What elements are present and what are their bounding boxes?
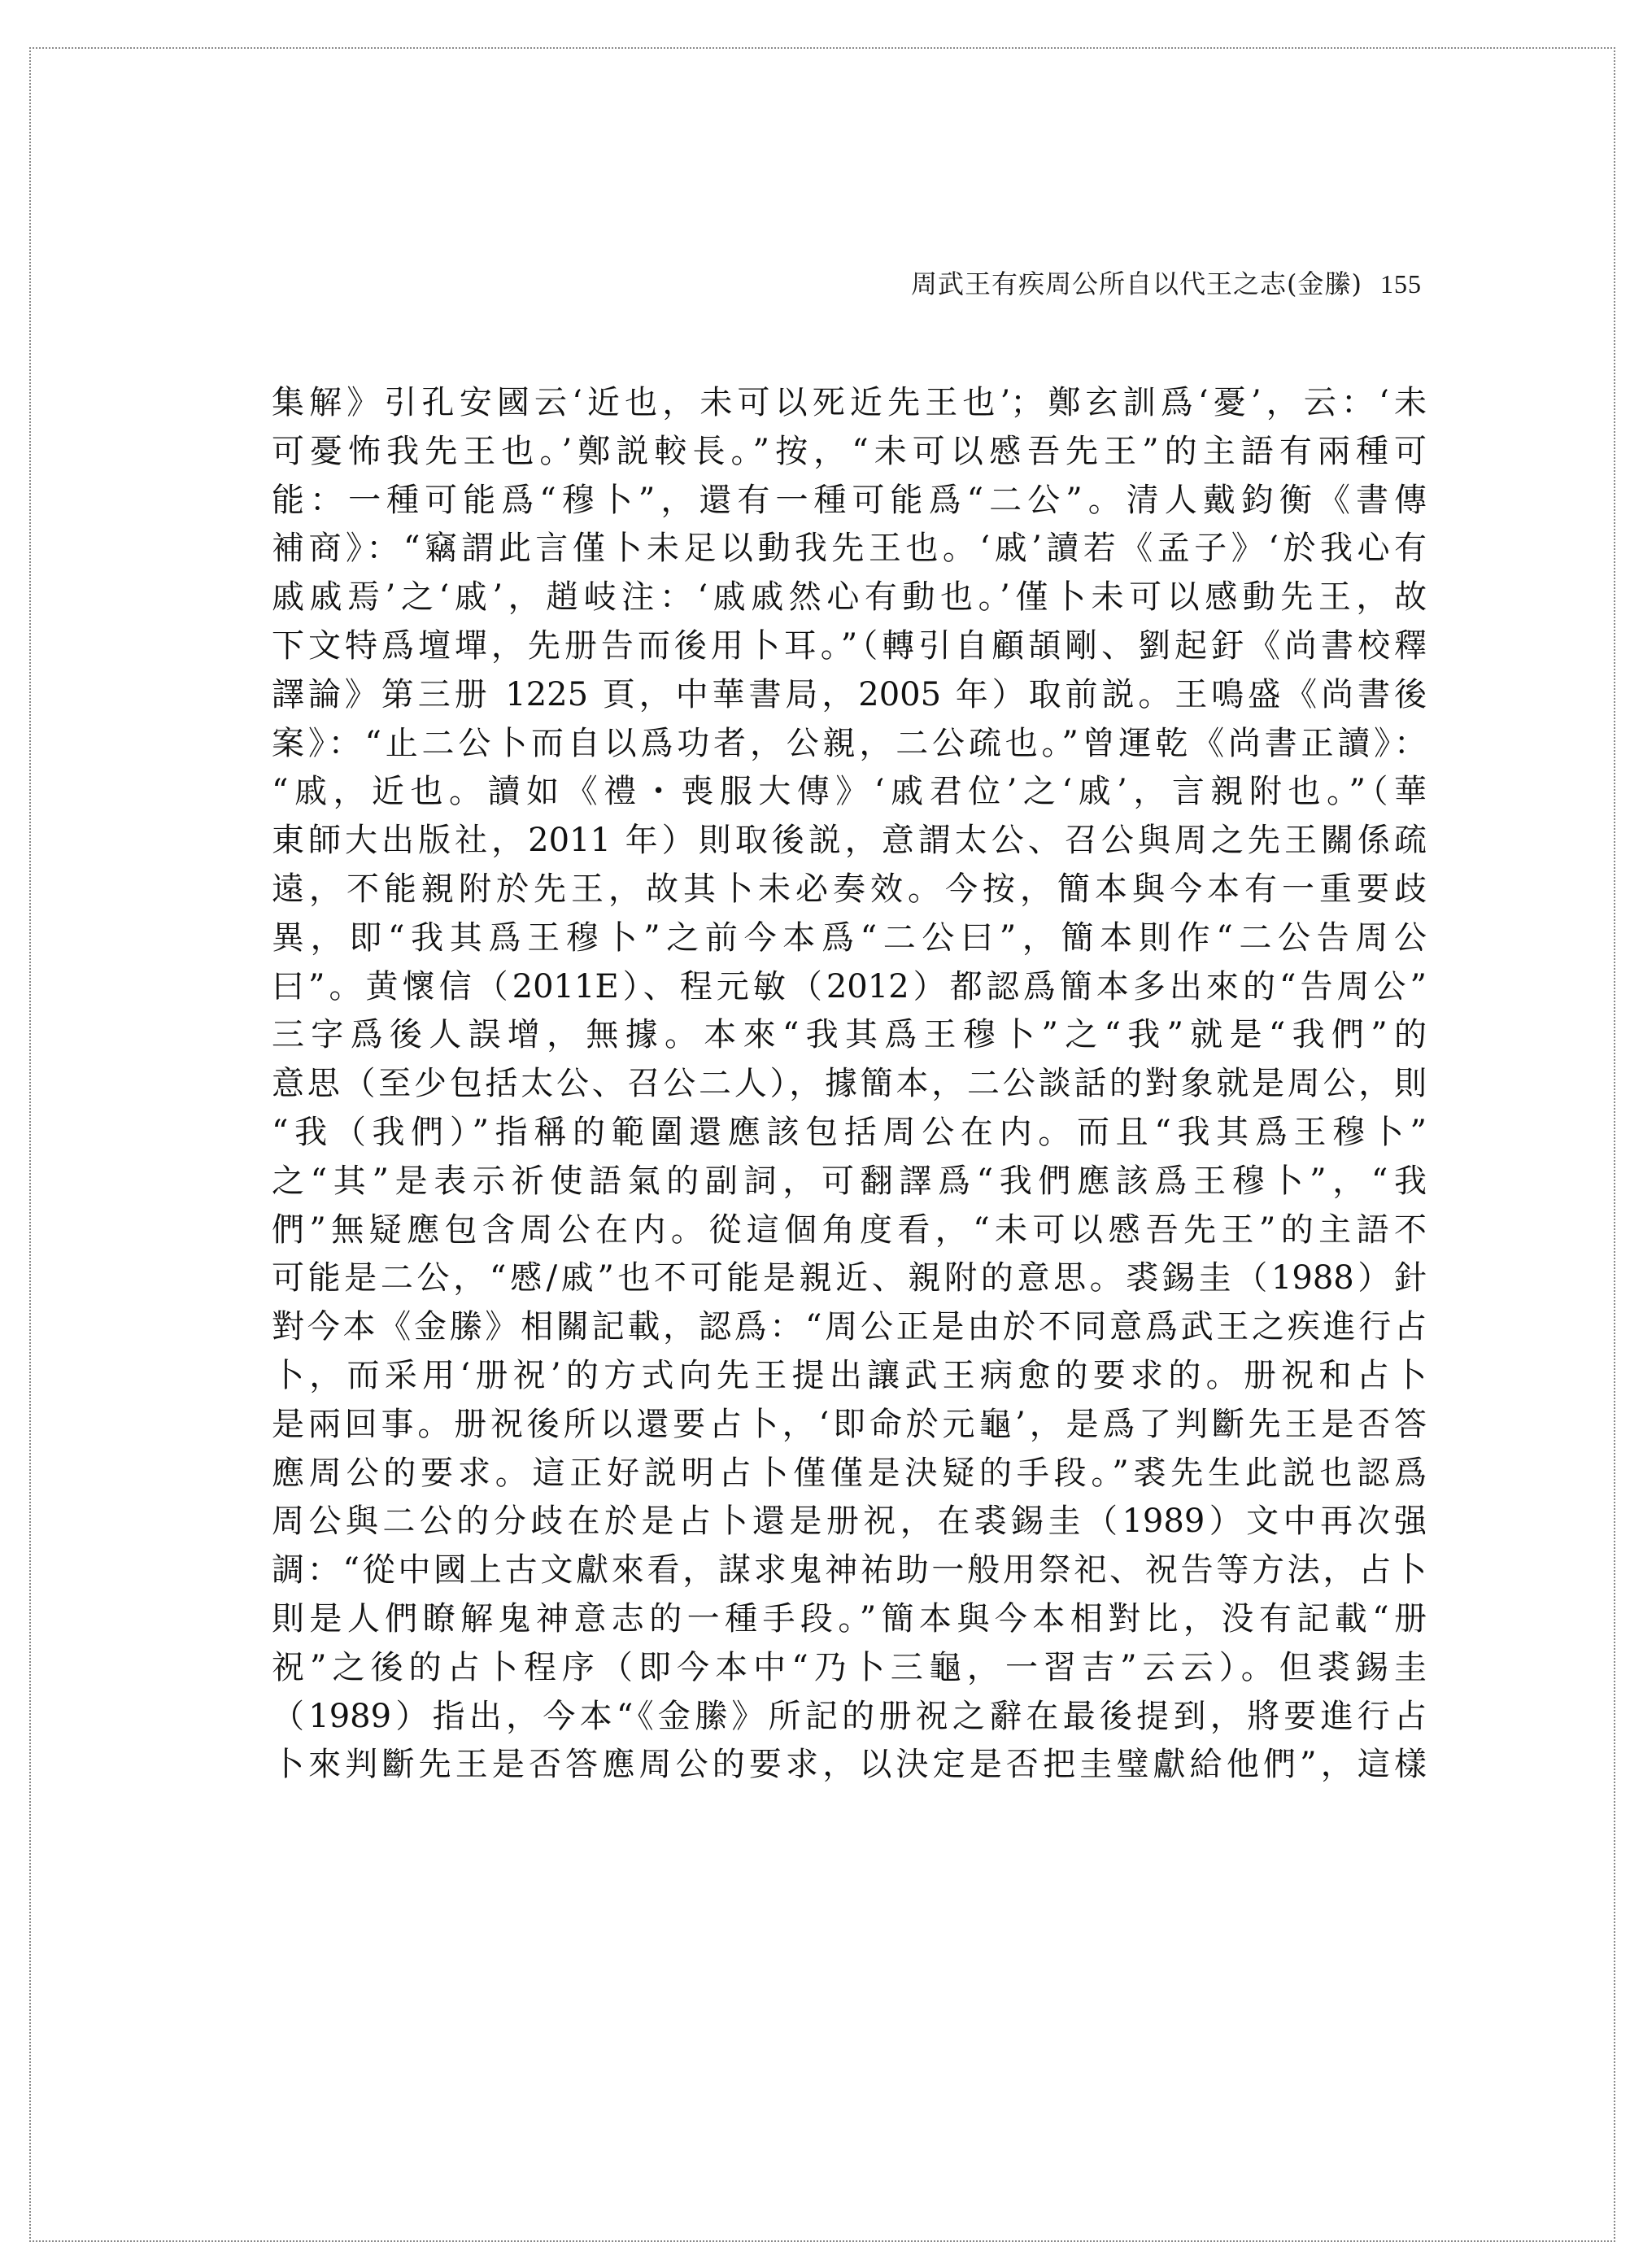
text-line: 遠，不能親附於先王，故其卜未必奏效。今按，簡本與今本有一重要歧 [272,870,1427,908]
text-line: 東師大出版社，2011 年）則取後説，意謂太公、召公與周之先王關係疏 [272,822,1427,860]
text-line: “我（我們）”指稱的範圍還應該包括周公在内。而且“我其爲王穆卜” [272,1113,1427,1151]
text-line: 應周公的要求。這正好説明占卜僅僅是決疑的手段。”裘先生此説也認爲 [272,1454,1427,1492]
text-line: 卜，而采用‘册祝’的方式向先王提出讓武王病愈的要求的。册祝和占卜 [272,1356,1427,1394]
text-line: 可能是二公，“慼/戚”也不可能是親近、親附的意思。裘錫圭（1988）針 [272,1259,1427,1298]
text-line: 祝”之後的占卜程序（即今本中“乃卜三龜，一習吉”云云）。但裘錫圭 [272,1648,1427,1686]
text-line: 三字爲後人誤增，無據。本來“我其爲王穆卜”之“我”就是“我們”的 [272,1016,1427,1054]
text-line: 戚戚焉’之‘戚’，趙岐注：‘戚戚然心有動也。’僅卜未可以感動先王，故 [272,578,1427,617]
text-line: “戚，近也。讀如《禮・喪服大傳》‘戚君位’之‘戚’，言親附也。”（華 [272,773,1427,811]
text-line: 曰”。黄懷信（2011E）、程元敏（2012）都認爲簡本多出來的“告周公” [272,967,1427,1005]
text-line: 集解》引孔安國云‘近也，未可以死近先王也’；鄭玄訓爲‘憂’，云：‘未 [272,384,1427,421]
running-header [911,264,1422,301]
text-line: 譯論》第三册 1225 頁，中華書局，2005 年）取前説。王鳴盛《尚書後 [272,675,1427,713]
text-line: 是兩回事。册祝後所以還要占卜，‘即命於元龜’，是爲了判斷先王是否答 [272,1405,1427,1443]
text-line: 之“其”是表示祈使語氣的副詞，可翻譯爲“我們應該爲王穆卜”，“我 [272,1162,1427,1200]
text-line: 對今本《金縢》相關記載，認爲：“周公正是由於不同意爲武王之疾進行占 [272,1308,1427,1346]
text-line: 們”無疑應包含周公在内。從這個角度看，“未可以慼吾先王”的主語不 [272,1210,1427,1249]
text-line: 則是人們瞭解鬼神意志的一種手段。”簡本與今本相對比，没有記載“册 [272,1599,1427,1638]
text-line: 卜來判斷先王是否答應周公的要求，以決定是否把圭璧獻給他們”，這樣 [272,1746,1427,1784]
text-line: 周公與二公的分歧在於是占卜還是册祝，在裘錫圭（1989）文中再次强 [272,1503,1427,1541]
body-text [272,379,1427,1790]
text-line: 可憂怖我先王也。’鄭説較長。”按，“未可以慼吾先王”的主語有兩種可 [272,432,1427,470]
text-line: 異，即“我其爲王穆卜”之前今本爲“二公曰”，簡本則作“二公告周公 [272,918,1427,957]
text-line: （1989）指出，今本“《金縢》所記的册祝之辭在最後提到，將要進行占 [272,1697,1427,1735]
text-line: 補商》：“竊謂此言僅卜未足以動我先王也。‘戚’讀若《孟子》‘於我心有 [272,530,1427,568]
text-line: 調：“從中國上古文獻來看，謀求鬼神祐助一般用祭祀、祝告等方法，占卜 [272,1551,1427,1590]
text-line: 意思（至少包括太公、召公二人），據簡本，二公談話的對象就是周公，則 [272,1065,1427,1103]
text-line: 能：一種可能爲“穆卜”，還有一種可能爲“二公”。清人戴鈞衡《書傳 [272,481,1427,519]
running-title: 周武王有疾周公所自以代王之志(金縢) [911,268,1362,299]
text-line: 下文特爲壇墠，先册告而後用卜耳。”（轉引自顧頡剛、劉起釪《尚書校釋 [272,626,1427,665]
page-number: 155 [1380,269,1422,299]
text-line: 案》：“止二公卜而自以爲功者，公親，二公疏也。”曾運乾《尚書正讀》： [272,724,1427,762]
